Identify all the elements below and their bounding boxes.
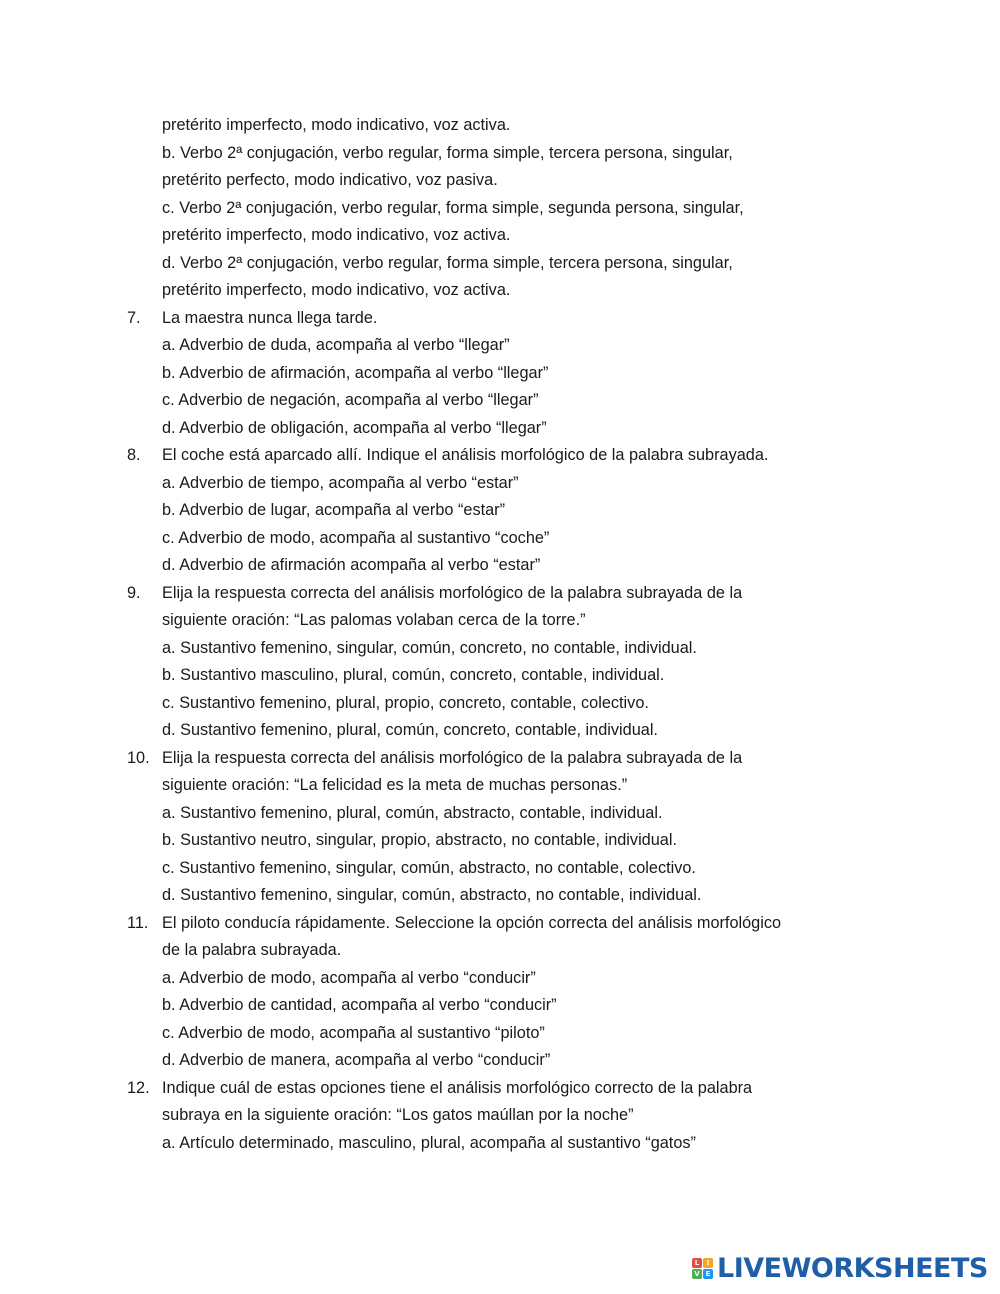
line-text: siguiente oración: “La felicidad es la meta de muchas personas.” bbox=[162, 776, 628, 794]
logo-mark-square: I bbox=[703, 1258, 713, 1268]
text-line bbox=[0, 387, 1000, 415]
line-text: pretérito imperfecto, modo indicativo, voz activa. bbox=[162, 281, 511, 299]
text-line bbox=[0, 882, 1000, 910]
line-text: d. Sustantivo femenino, plural, común, concreto, contable, individual. bbox=[162, 721, 658, 739]
line-text: c. Sustantivo femenino, plural, propio, concreto, contable, colectivo. bbox=[162, 693, 649, 712]
line-text: c. Verbo 2ª conjugación, verbo regular, forma simple, segunda persona, singular, bbox=[162, 198, 744, 217]
question-line bbox=[0, 580, 1000, 608]
question-line bbox=[0, 1075, 1000, 1103]
line-text: d. Verbo 2ª conjugación, verbo regular, forma simple, tercera persona, singular, bbox=[162, 253, 733, 272]
line-text: b. Sustantivo masculino, plural, común, concreto, contable, individual. bbox=[162, 666, 665, 684]
text-line bbox=[0, 855, 1000, 883]
text-line bbox=[0, 195, 1000, 223]
text-line bbox=[0, 167, 1000, 195]
text-line bbox=[0, 112, 1000, 140]
text-line bbox=[0, 140, 1000, 168]
line-text: a. Adverbio de duda, acompaña al verbo “llegar” bbox=[162, 336, 510, 354]
question-number: 9. bbox=[127, 583, 141, 602]
line-text: b. Sustantivo neutro, singular, propio, abstracto, no contable, individual. bbox=[162, 831, 677, 849]
text-line bbox=[0, 222, 1000, 250]
text-line bbox=[0, 1102, 1000, 1130]
line-text: de la palabra subrayada. bbox=[162, 941, 342, 959]
text-line bbox=[0, 497, 1000, 525]
logo-mark-square: L bbox=[692, 1258, 702, 1268]
question-number: 11. bbox=[127, 913, 149, 932]
line-text: c. Adverbio de modo, acompaña al sustantivo “coche” bbox=[162, 528, 550, 547]
line-text: subraya en la siguiente oración: “Los gatos maúllan por la noche” bbox=[162, 1106, 634, 1124]
line-text: Indique cuál de estas opciones tiene el análisis morfológico correcto de la palabra bbox=[162, 1078, 753, 1097]
text-line bbox=[0, 332, 1000, 360]
line-text: c. Adverbio de negación, acompaña al verbo “llegar” bbox=[162, 391, 539, 409]
line-text: a. Artículo determinado, masculino, plural, acompaña al sustantivo “gatos” bbox=[162, 1133, 696, 1152]
text-line bbox=[0, 552, 1000, 580]
text-line bbox=[0, 470, 1000, 498]
text-line bbox=[0, 360, 1000, 388]
line-text: La maestra nunca llega tarde. bbox=[162, 308, 378, 327]
question-line bbox=[0, 745, 1000, 773]
text-line bbox=[0, 772, 1000, 800]
line-text: c. Adverbio de modo, acompaña al sustantivo “piloto” bbox=[162, 1023, 545, 1042]
text-line bbox=[0, 415, 1000, 443]
line-text: El piloto conducía rápidamente. Seleccione la opción correcta del análisis morfológico bbox=[162, 913, 782, 932]
text-line bbox=[0, 1130, 1000, 1158]
line-text: b. Adverbio de cantidad, acompaña al verbo “conducir” bbox=[162, 996, 557, 1014]
line-text: pretérito imperfecto, modo indicativo, voz activa. bbox=[162, 116, 511, 134]
line-text: a. Adverbio de tiempo, acompaña al verbo “estar” bbox=[162, 473, 519, 492]
line-text: a. Sustantivo femenino, singular, común, concreto, no contable, individual. bbox=[162, 638, 697, 657]
question-line bbox=[0, 910, 1000, 938]
line-text: a. Adverbio de modo, acompaña al verbo “conducir” bbox=[162, 968, 536, 987]
text-line bbox=[0, 992, 1000, 1020]
line-text: d. Adverbio de manera, acompaña al verbo “conducir” bbox=[162, 1051, 551, 1069]
text-line bbox=[0, 277, 1000, 305]
line-text: d. Sustantivo femenino, singular, común, abstracto, no contable, individual. bbox=[162, 886, 702, 904]
text-line bbox=[0, 717, 1000, 745]
line-text: d. Adverbio de obligación, acompaña al verbo “llegar” bbox=[162, 418, 547, 437]
text-line bbox=[0, 635, 1000, 663]
line-text: b. Adverbio de afirmación, acompaña al verbo “llegar” bbox=[162, 363, 549, 382]
text-line bbox=[0, 1047, 1000, 1075]
text-line bbox=[0, 607, 1000, 635]
question-number: 7. bbox=[127, 308, 141, 327]
line-text: pretérito imperfecto, modo indicativo, voz activa. bbox=[162, 226, 511, 244]
text-line bbox=[0, 690, 1000, 718]
question-line bbox=[0, 442, 1000, 470]
question-number: 10. bbox=[127, 748, 150, 767]
text-line bbox=[0, 827, 1000, 855]
line-text: El coche está aparcado allí. Indique el análisis morfológico de la palabra subrayada. bbox=[162, 446, 769, 464]
liveworksheets-logo bbox=[692, 1251, 988, 1285]
logo-mark-icon bbox=[692, 1258, 713, 1279]
line-text: a. Sustantivo femenino, plural, común, abstracto, contable, individual. bbox=[162, 803, 663, 822]
line-text: pretérito perfecto, modo indicativo, voz pasiva. bbox=[162, 171, 498, 189]
logo-text: LIVEWORKSHEETS bbox=[717, 1252, 988, 1284]
line-text: Elija la respuesta correcta del análisis morfológico de la palabra subrayada de la bbox=[162, 748, 743, 767]
text-line bbox=[0, 937, 1000, 965]
text-line bbox=[0, 662, 1000, 690]
line-text: b. Adverbio de lugar, acompaña al verbo “estar” bbox=[162, 501, 506, 519]
line-text: Elija la respuesta correcta del análisis morfológico de la palabra subrayada de la bbox=[162, 583, 743, 602]
question-number: 12. bbox=[127, 1078, 150, 1097]
logo-mark-square: V bbox=[692, 1269, 702, 1279]
question-number: 8. bbox=[127, 446, 141, 464]
line-text: c. Sustantivo femenino, singular, común, abstracto, no contable, colectivo. bbox=[162, 858, 696, 877]
text-line bbox=[0, 525, 1000, 553]
text-line bbox=[0, 1020, 1000, 1048]
line-text: d. Adverbio de afirmación acompaña al verbo “estar” bbox=[162, 556, 541, 574]
text-line bbox=[0, 965, 1000, 993]
line-text: b. Verbo 2ª conjugación, verbo regular, forma simple, tercera persona, singular, bbox=[162, 143, 733, 162]
worksheet-page bbox=[0, 112, 1000, 1157]
question-line bbox=[0, 305, 1000, 333]
text-line bbox=[0, 250, 1000, 278]
line-text: siguiente oración: “Las palomas volaban cerca de la torre.” bbox=[162, 611, 586, 629]
text-line bbox=[0, 800, 1000, 828]
logo-mark-square: E bbox=[703, 1269, 713, 1279]
